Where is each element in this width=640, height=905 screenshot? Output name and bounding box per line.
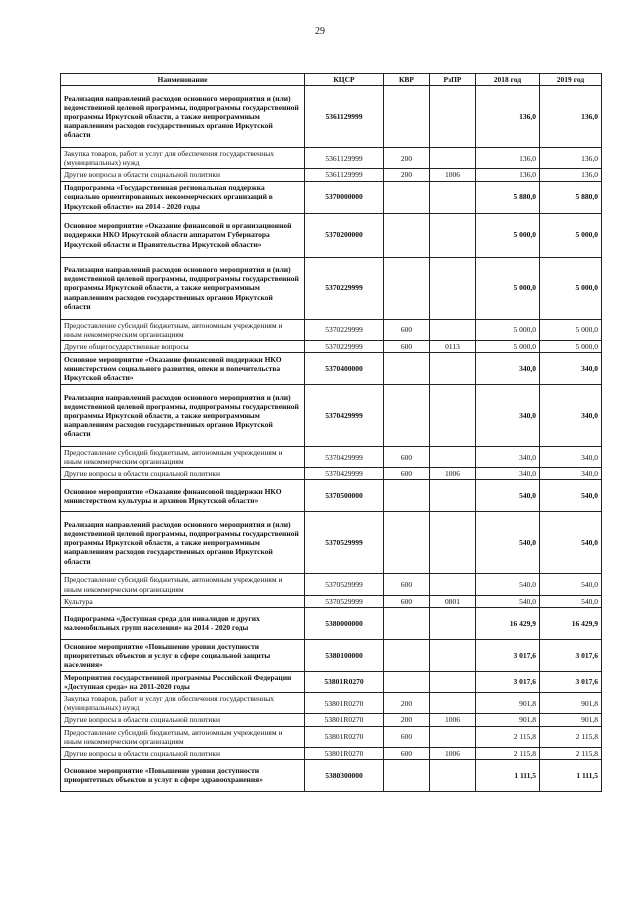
cell-2019: 136,0 <box>540 86 602 148</box>
cell-kvr <box>384 384 430 446</box>
cell-2019: 5 000,0 <box>540 213 602 257</box>
cell-2018: 2 115,8 <box>476 747 540 759</box>
header-kcsr: КЦСР <box>305 74 384 86</box>
cell-2018: 5 000,0 <box>476 213 540 257</box>
cell-2019: 16 429,9 <box>540 607 602 639</box>
cell-kcsr: 53801R0270 <box>305 714 384 726</box>
table-row <box>61 446 602 467</box>
cell-kvr: 600 <box>384 340 430 352</box>
cell-2019: 2 115,8 <box>540 726 602 747</box>
cell-2019: 5 880,0 <box>540 181 602 213</box>
cell-2018: 3 017,6 <box>476 671 540 692</box>
cell-kcsr: 53801R0270 <box>305 693 384 714</box>
cell-kcsr: 5380000000 <box>305 607 384 639</box>
cell-name: Закупка товаров, работ и услуг для обеспечения государственных (муниципальных) нужд <box>61 148 305 169</box>
cell-name: Предоставление субсидий бюджетным, автономным учреждениям и иным некоммерческим организациям <box>61 319 305 340</box>
table-row <box>61 747 602 759</box>
cell-2018: 540,0 <box>476 512 540 574</box>
cell-name: Реализация направлений расходов основного мероприятия и (или) ведомственной целевой программы, подпрограммы государственной программы Иркутской области, а также непрограммным направлениям расходов государственных органов Иркутской области <box>61 257 305 319</box>
cell-2018: 136,0 <box>476 169 540 181</box>
table-row <box>61 213 602 257</box>
cell-2019: 5 000,0 <box>540 319 602 340</box>
cell-2019: 340,0 <box>540 384 602 446</box>
cell-name: Основное мероприятие «Повышение уровня доступности приоритетных объектов и услуг в сфере социальной защиты населения» <box>61 639 305 671</box>
cell-kvr: 200 <box>384 693 430 714</box>
cell-rzpr <box>430 257 476 319</box>
cell-rzpr <box>430 512 476 574</box>
cell-2018: 1 111,5 <box>476 759 540 791</box>
table-row <box>61 384 602 446</box>
cell-rzpr <box>430 384 476 446</box>
cell-2018: 2 115,8 <box>476 726 540 747</box>
cell-kvr: 200 <box>384 169 430 181</box>
cell-2018: 3 017,6 <box>476 639 540 671</box>
table-row <box>61 480 602 512</box>
cell-2019: 1 111,5 <box>540 759 602 791</box>
cell-2018: 540,0 <box>476 574 540 595</box>
cell-name: Другие вопросы в области социальной политики <box>61 747 305 759</box>
cell-kcsr: 5361129999 <box>305 148 384 169</box>
cell-rzpr: 1006 <box>430 169 476 181</box>
header-rzpr: РзПР <box>430 74 476 86</box>
cell-2018: 901,8 <box>476 714 540 726</box>
cell-kcsr: 5361129999 <box>305 86 384 148</box>
cell-rzpr <box>430 574 476 595</box>
cell-2019: 136,0 <box>540 148 602 169</box>
table-row <box>61 181 602 213</box>
cell-kcsr: 53801R0270 <box>305 726 384 747</box>
cell-rzpr <box>430 759 476 791</box>
cell-rzpr <box>430 639 476 671</box>
cell-2018: 136,0 <box>476 86 540 148</box>
cell-kcsr: 5370400000 <box>305 352 384 384</box>
table-row <box>61 257 602 319</box>
cell-name: Реализация направлений расходов основного мероприятия и (или) ведомственной целевой программы, подпрограммы государственной программы Иркутской области, а также непрограммным направлениям расходов государственных органов Иркутской области <box>61 512 305 574</box>
cell-kcsr: 5370429999 <box>305 468 384 480</box>
table-body <box>61 86 602 792</box>
cell-kcsr: 5370200000 <box>305 213 384 257</box>
cell-2018: 340,0 <box>476 446 540 467</box>
cell-name: Предоставление субсидий бюджетным, автономным учреждениям и иным некоммерческим организациям <box>61 574 305 595</box>
cell-kcsr: 5370000000 <box>305 181 384 213</box>
cell-2019: 540,0 <box>540 512 602 574</box>
cell-2018: 540,0 <box>476 480 540 512</box>
cell-2018: 340,0 <box>476 352 540 384</box>
cell-name: Закупка товаров, работ и услуг для обеспечения государственных (муниципальных) нужд <box>61 693 305 714</box>
cell-kcsr: 5380300000 <box>305 759 384 791</box>
cell-2019: 540,0 <box>540 574 602 595</box>
cell-rzpr <box>430 181 476 213</box>
cell-name: Основное мероприятие «Оказание финансовой поддержки НКО министерством социального развития, опеки и попечительства Иркутской области» <box>61 352 305 384</box>
cell-kvr <box>384 480 430 512</box>
cell-kcsr: 5370229999 <box>305 257 384 319</box>
cell-kvr: 600 <box>384 726 430 747</box>
cell-name: Другие вопросы в области социальной политики <box>61 468 305 480</box>
cell-kvr <box>384 257 430 319</box>
budget-table <box>60 73 602 792</box>
cell-name: Реализация направлений расходов основного мероприятия и (или) ведомственной целевой программы, подпрограммы государственной программы Иркутской области, а также непрограммным направлениям расходов государственных органов Иркутской области <box>61 86 305 148</box>
header-2018: 2018 год <box>476 74 540 86</box>
cell-name: Мероприятия государственной программы Российской Федерации «Доступная среда» на 2011-2020 годы <box>61 671 305 692</box>
cell-rzpr: 1006 <box>430 468 476 480</box>
cell-kcsr: 5370529999 <box>305 512 384 574</box>
cell-name: Подпрограмма «Государственная региональная поддержка социально ориентированных некоммерческих организаций в Иркутской области» на 2014 - 2020 годы <box>61 181 305 213</box>
cell-2018: 5 000,0 <box>476 257 540 319</box>
cell-kcsr: 53801R0270 <box>305 671 384 692</box>
cell-kcsr: 5370229999 <box>305 340 384 352</box>
cell-name: Основное мероприятие «Оказание финансовой и организационной поддержки НКО Иркутской области аппаратом Губернатора Иркутской области и Правительства Иркутской области» <box>61 213 305 257</box>
cell-rzpr <box>430 693 476 714</box>
table-row <box>61 352 602 384</box>
cell-2018: 901,8 <box>476 693 540 714</box>
cell-kvr: 600 <box>384 747 430 759</box>
cell-name: Другие общегосударственные вопросы <box>61 340 305 352</box>
cell-rzpr <box>430 148 476 169</box>
cell-2019: 2 115,8 <box>540 747 602 759</box>
cell-2019: 540,0 <box>540 595 602 607</box>
table-row <box>61 714 602 726</box>
cell-rzpr <box>430 352 476 384</box>
cell-rzpr: 1006 <box>430 714 476 726</box>
cell-kcsr: 5370529999 <box>305 574 384 595</box>
cell-rzpr <box>430 607 476 639</box>
cell-kcsr: 5380100000 <box>305 639 384 671</box>
cell-kvr: 600 <box>384 468 430 480</box>
cell-kvr <box>384 352 430 384</box>
cell-2019: 5 000,0 <box>540 340 602 352</box>
cell-rzpr <box>430 213 476 257</box>
cell-name: Предоставление субсидий бюджетным, автономным учреждениям и иным некоммерческим организациям <box>61 446 305 467</box>
cell-kcsr: 5370229999 <box>305 319 384 340</box>
cell-name: Основное мероприятие «Оказание финансовой поддержки НКО министерством культуры и архивов Иркутской области» <box>61 480 305 512</box>
cell-name: Основное мероприятие «Повышение уровня доступности приоритетных объектов и услуг в сфере здравоохранения» <box>61 759 305 791</box>
cell-2018: 5 880,0 <box>476 181 540 213</box>
cell-name: Подпрограмма «Доступная среда для инвалидов и других маломобильных групп населения» на 2014 - 2020 годы <box>61 607 305 639</box>
table-header-row <box>61 74 602 86</box>
cell-kvr: 600 <box>384 446 430 467</box>
table-row <box>61 340 602 352</box>
table-row <box>61 595 602 607</box>
cell-2019: 340,0 <box>540 446 602 467</box>
cell-2018: 540,0 <box>476 595 540 607</box>
table-row <box>61 169 602 181</box>
cell-2019: 340,0 <box>540 468 602 480</box>
cell-2018: 16 429,9 <box>476 607 540 639</box>
header-kvr: КВР <box>384 74 430 86</box>
table-row <box>61 671 602 692</box>
table-row <box>61 574 602 595</box>
cell-kvr <box>384 512 430 574</box>
cell-kvr <box>384 759 430 791</box>
table-row <box>61 148 602 169</box>
header-name: Наименование <box>61 74 305 86</box>
cell-kcsr: 5361129999 <box>305 169 384 181</box>
cell-2018: 340,0 <box>476 468 540 480</box>
cell-name: Культура <box>61 595 305 607</box>
table-row <box>61 607 602 639</box>
cell-kvr <box>384 671 430 692</box>
page-number: 29 <box>315 26 325 37</box>
cell-kvr <box>384 213 430 257</box>
cell-kvr <box>384 607 430 639</box>
cell-rzpr <box>430 726 476 747</box>
table-row <box>61 693 602 714</box>
cell-rzpr <box>430 480 476 512</box>
cell-2019: 340,0 <box>540 352 602 384</box>
cell-2018: 5 000,0 <box>476 319 540 340</box>
cell-rzpr: 0113 <box>430 340 476 352</box>
cell-2018: 340,0 <box>476 384 540 446</box>
cell-2019: 136,0 <box>540 169 602 181</box>
cell-rzpr <box>430 671 476 692</box>
cell-2019: 540,0 <box>540 480 602 512</box>
cell-2018: 136,0 <box>476 148 540 169</box>
cell-name: Предоставление субсидий бюджетным, автономным учреждениям и иным некоммерческим организациям <box>61 726 305 747</box>
table-row <box>61 512 602 574</box>
table-row <box>61 468 602 480</box>
cell-2019: 901,8 <box>540 714 602 726</box>
cell-2019: 901,8 <box>540 693 602 714</box>
table-row <box>61 726 602 747</box>
cell-kvr <box>384 181 430 213</box>
cell-kvr: 200 <box>384 714 430 726</box>
cell-kvr <box>384 86 430 148</box>
cell-rzpr <box>430 86 476 148</box>
cell-kcsr: 5370429999 <box>305 446 384 467</box>
table-row <box>61 639 602 671</box>
cell-rzpr <box>430 319 476 340</box>
table-row <box>61 86 602 148</box>
cell-kcsr: 5370429999 <box>305 384 384 446</box>
cell-rzpr: 1006 <box>430 747 476 759</box>
cell-2019: 5 000,0 <box>540 257 602 319</box>
cell-kvr <box>384 639 430 671</box>
cell-rzpr <box>430 446 476 467</box>
cell-kvr: 200 <box>384 148 430 169</box>
cell-2018: 5 000,0 <box>476 340 540 352</box>
cell-name: Другие вопросы в области социальной политики <box>61 714 305 726</box>
cell-rzpr: 0801 <box>430 595 476 607</box>
cell-kcsr: 5370529999 <box>305 595 384 607</box>
cell-name: Реализация направлений расходов основного мероприятия и (или) ведомственной целевой программы, подпрограммы государственной программы Иркутской области, а также непрограммным направлениям расходов государственных органов Иркутской области <box>61 384 305 446</box>
cell-2019: 3 017,6 <box>540 639 602 671</box>
cell-kvr: 600 <box>384 595 430 607</box>
cell-kcsr: 53801R0270 <box>305 747 384 759</box>
cell-kcsr: 5370500000 <box>305 480 384 512</box>
table-row <box>61 319 602 340</box>
cell-name: Другие вопросы в области социальной политики <box>61 169 305 181</box>
header-2019: 2019 год <box>540 74 602 86</box>
cell-kvr: 600 <box>384 574 430 595</box>
table-row <box>61 759 602 791</box>
cell-kvr: 600 <box>384 319 430 340</box>
cell-2019: 3 017,6 <box>540 671 602 692</box>
